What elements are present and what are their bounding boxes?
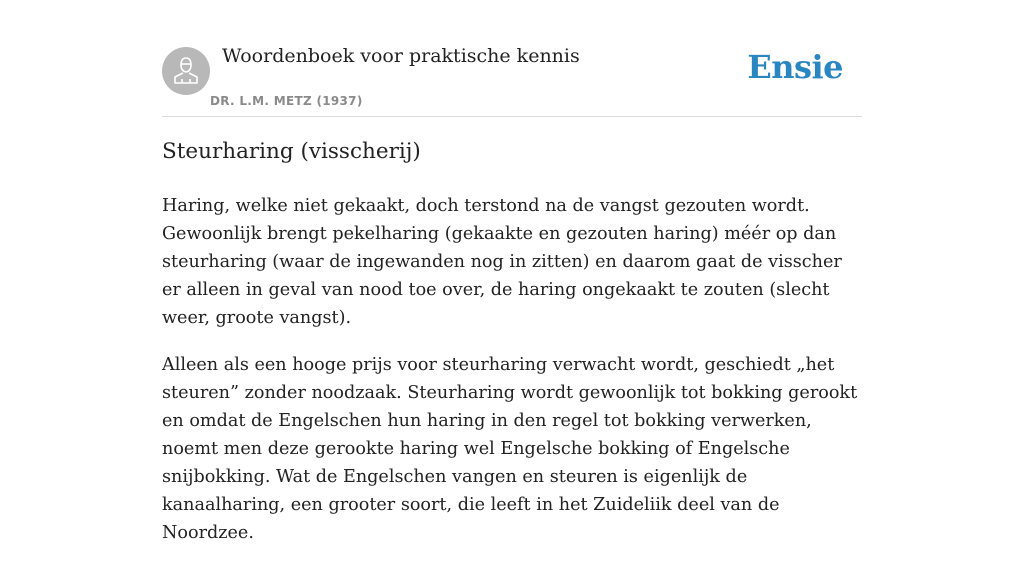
author-avatar[interactable]: [162, 47, 210, 95]
entry-body: [162, 192, 862, 566]
entry-paragraph: Haring, welke niet gekaakt, doch terstond na de vangst gezouten wordt. Gewoonlijk brengt pekelharing (gekaakte en gezouten haring) méér op dan steurharing (waar de ingewanden nog in zitten) en daarom gaat de visscher er alleen in geval van nood toe over, de haring ongekaakt te zouten (slecht weer, groote vangst).: [162, 196, 842, 328]
entry-title: Steurharing (visscherij): [162, 139, 421, 164]
book-title[interactable]: Woordenboek voor praktische kennis: [222, 45, 580, 67]
source-header: [162, 0, 862, 117]
entry-paragraph: Alleen als een hooge prijs voor steurharing verwacht wordt, geschiedt „het steuren” zonder noodzaak. Steurharing wordt gewoonlijk tot bokking gerookt en omdat de Engelschen hun haring in den regel tot bokking verwerken, noemt men deze gerookte haring wel Engelsche bokking of Engelsche snijbokking. Wat de Engelschen vangen en steuren is eigenlijk de kanaalharing, een grooter soort, die leeft in het Zuideliik deel van de Noordzee.: [162, 355, 858, 543]
author-byline[interactable]: DR. L.M. METZ (1937): [210, 94, 363, 108]
user-icon: [162, 47, 210, 95]
ensie-logo[interactable]: Ensie: [747, 48, 843, 86]
